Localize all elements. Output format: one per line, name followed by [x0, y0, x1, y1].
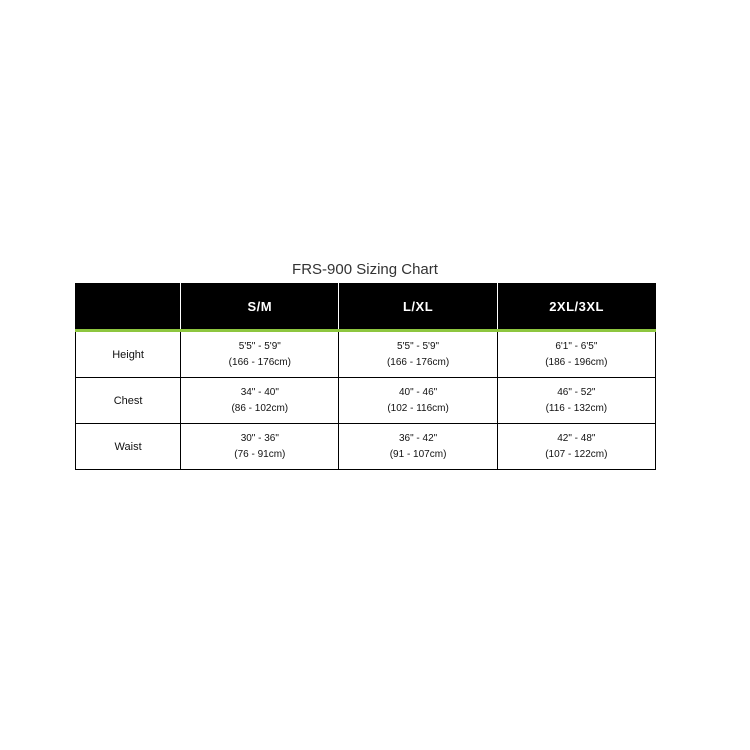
metric-value: (116 - 132cm): [545, 402, 608, 414]
imperial-value: 5'5" - 5'9": [238, 340, 281, 352]
sizing-table: [75, 283, 656, 470]
header-size-2xl3xl: 2XL/3XL: [497, 283, 655, 331]
imperial-value: 6'1" - 6'5": [555, 340, 598, 352]
table-cell: [339, 378, 497, 424]
header-corner-cell: [76, 283, 181, 331]
imperial-value: 40" - 46": [398, 386, 438, 398]
metric-value: (107 - 122cm): [545, 448, 608, 460]
row-label-chest: Chest: [76, 378, 181, 424]
table-cell: [181, 378, 339, 424]
table-cell: [181, 424, 339, 470]
table-header-row: [76, 283, 656, 331]
page-title: FRS-900 Sizing Chart: [292, 261, 438, 278]
metric-value: (166 - 176cm): [386, 356, 450, 368]
table-cell: [339, 424, 497, 470]
table-cell: [497, 331, 655, 378]
table-cell: [497, 378, 655, 424]
imperial-value: 5'5" - 5'9": [397, 340, 440, 352]
table-cell: [339, 331, 497, 378]
table-row-height: [76, 331, 656, 378]
imperial-value: 34" - 40": [240, 386, 279, 398]
metric-value: (102 - 116cm): [387, 402, 449, 414]
table-cell: [181, 331, 339, 378]
table-row-waist: [76, 424, 656, 470]
imperial-value: 46" - 52": [557, 386, 596, 398]
metric-value: (76 - 91cm): [234, 448, 286, 460]
metric-value: (86 - 102cm): [231, 402, 289, 414]
imperial-value: 30" - 36": [240, 432, 279, 444]
header-size-sm: S/M: [181, 283, 339, 331]
metric-value: (166 - 176cm): [228, 356, 291, 368]
metric-value: (91 - 107cm): [389, 448, 447, 460]
row-label-waist: Waist: [76, 424, 181, 470]
table-row-chest: [76, 378, 656, 424]
table-cell: [497, 424, 655, 470]
imperial-value: 42" - 48": [557, 432, 596, 444]
metric-value: (186 - 196cm): [545, 356, 608, 368]
header-size-lxl: L/XL: [339, 283, 497, 331]
imperial-value: 36" - 42": [398, 432, 438, 444]
row-label-height: Height: [76, 331, 181, 378]
